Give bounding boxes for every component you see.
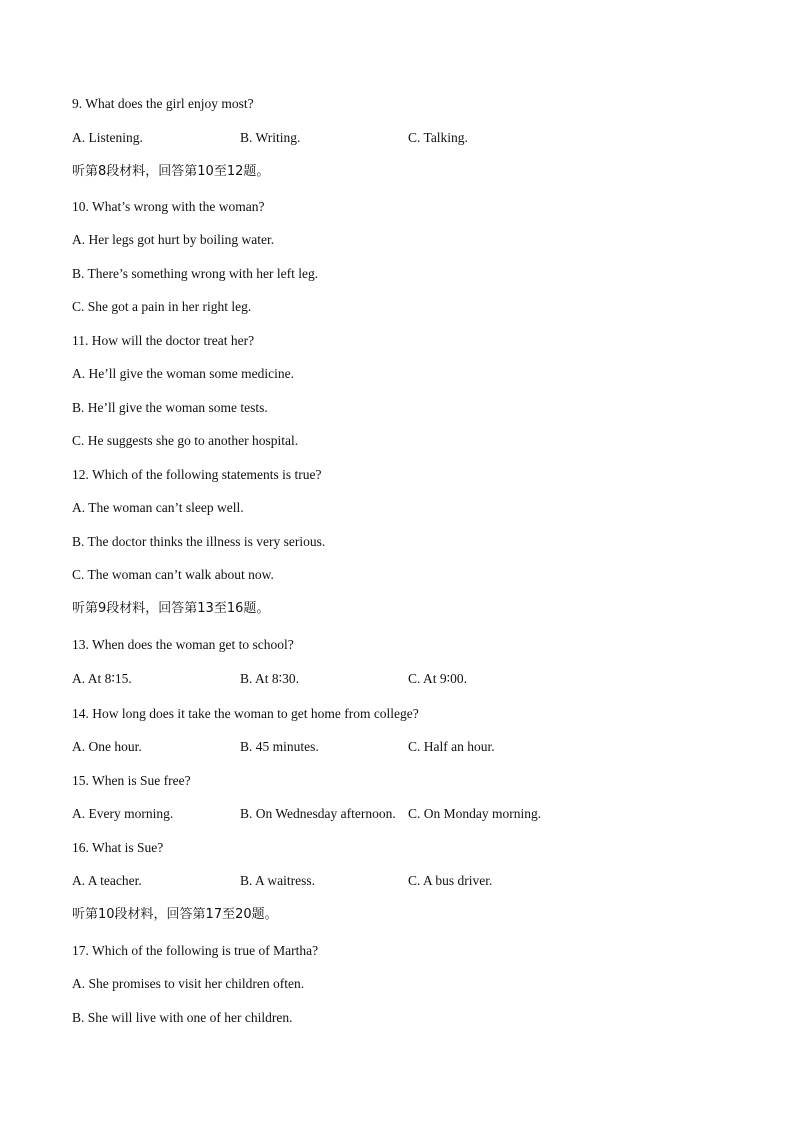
question-9: 9. What does the girl enjoy most? [72,96,254,111]
question-15: 15. When is Sue free? [72,773,191,788]
option-13a: A. At 8∶15. [72,671,132,686]
option-16a: A. A teacher. [72,873,142,888]
option-15c: C. On Monday morning. [408,806,542,821]
option-17b: B. She will live with one of her children. [72,1010,293,1025]
option-17a: A. She promises to visit her children often. [72,976,305,991]
option-9c: C. Talking. [408,130,468,145]
option-12b: B. The doctor thinks the illness is very serious. [72,534,326,549]
question-11: 11. How will the doctor treat her? [72,333,255,348]
question-14: 14. How long does it take the woman to get home from college? [72,706,419,721]
option-15b: B. On Wednesday afternoon. [240,806,396,821]
option-11a: A. He’ll give the woman some medicine. [72,366,294,381]
option-9b: B. Writing. [240,130,301,145]
option-12a: A. The woman can’t sleep well. [72,500,244,515]
options-row-15 [72,805,672,823]
option-16b: B. A waitress. [240,873,316,888]
option-14a: A. One hour. [72,739,142,754]
option-10c: C. She got a pain in her right leg. [72,299,252,314]
option-13c: C. At 9∶00. [408,671,468,686]
section-heading-8: 听第8段材料，回答第10至12题。 [72,164,270,179]
option-14b: B. 45 minutes. [240,739,319,754]
question-13: 13. When does the woman get to school? [72,637,294,652]
question-10: 10. What’s wrong with the woman? [72,199,265,214]
options-row-16 [72,872,672,890]
section-heading-10: 听第10段材料，回答第17至20题。 [72,907,278,922]
question-16: 16. What is Sue? [72,840,164,855]
option-11b: B. He’ll give the woman some tests. [72,400,268,415]
question-12: 12. Which of the following statements is true? [72,467,322,482]
option-10b: B. There’s something wrong with her left leg. [72,266,319,281]
option-14c: C. Half an hour. [408,739,495,754]
option-12c: C. The woman can’t walk about now. [72,567,274,582]
question-17: 17. Which of the following is true of Martha? [72,943,319,958]
option-13b: B. At 8∶30. [240,671,300,686]
option-10a: A. Her legs got hurt by boiling water. [72,232,275,247]
options-row-9 [72,129,672,147]
option-11c: C. He suggests she go to another hospital. [72,433,299,448]
option-9a: A. Listening. [72,130,143,145]
options-row-14 [72,738,672,756]
option-16c: C. A bus driver. [408,873,493,888]
section-heading-9: 听第9段材料，回答第13至16题。 [72,601,270,616]
option-15a: A. Every morning. [72,806,174,821]
options-row-13 [72,670,672,688]
